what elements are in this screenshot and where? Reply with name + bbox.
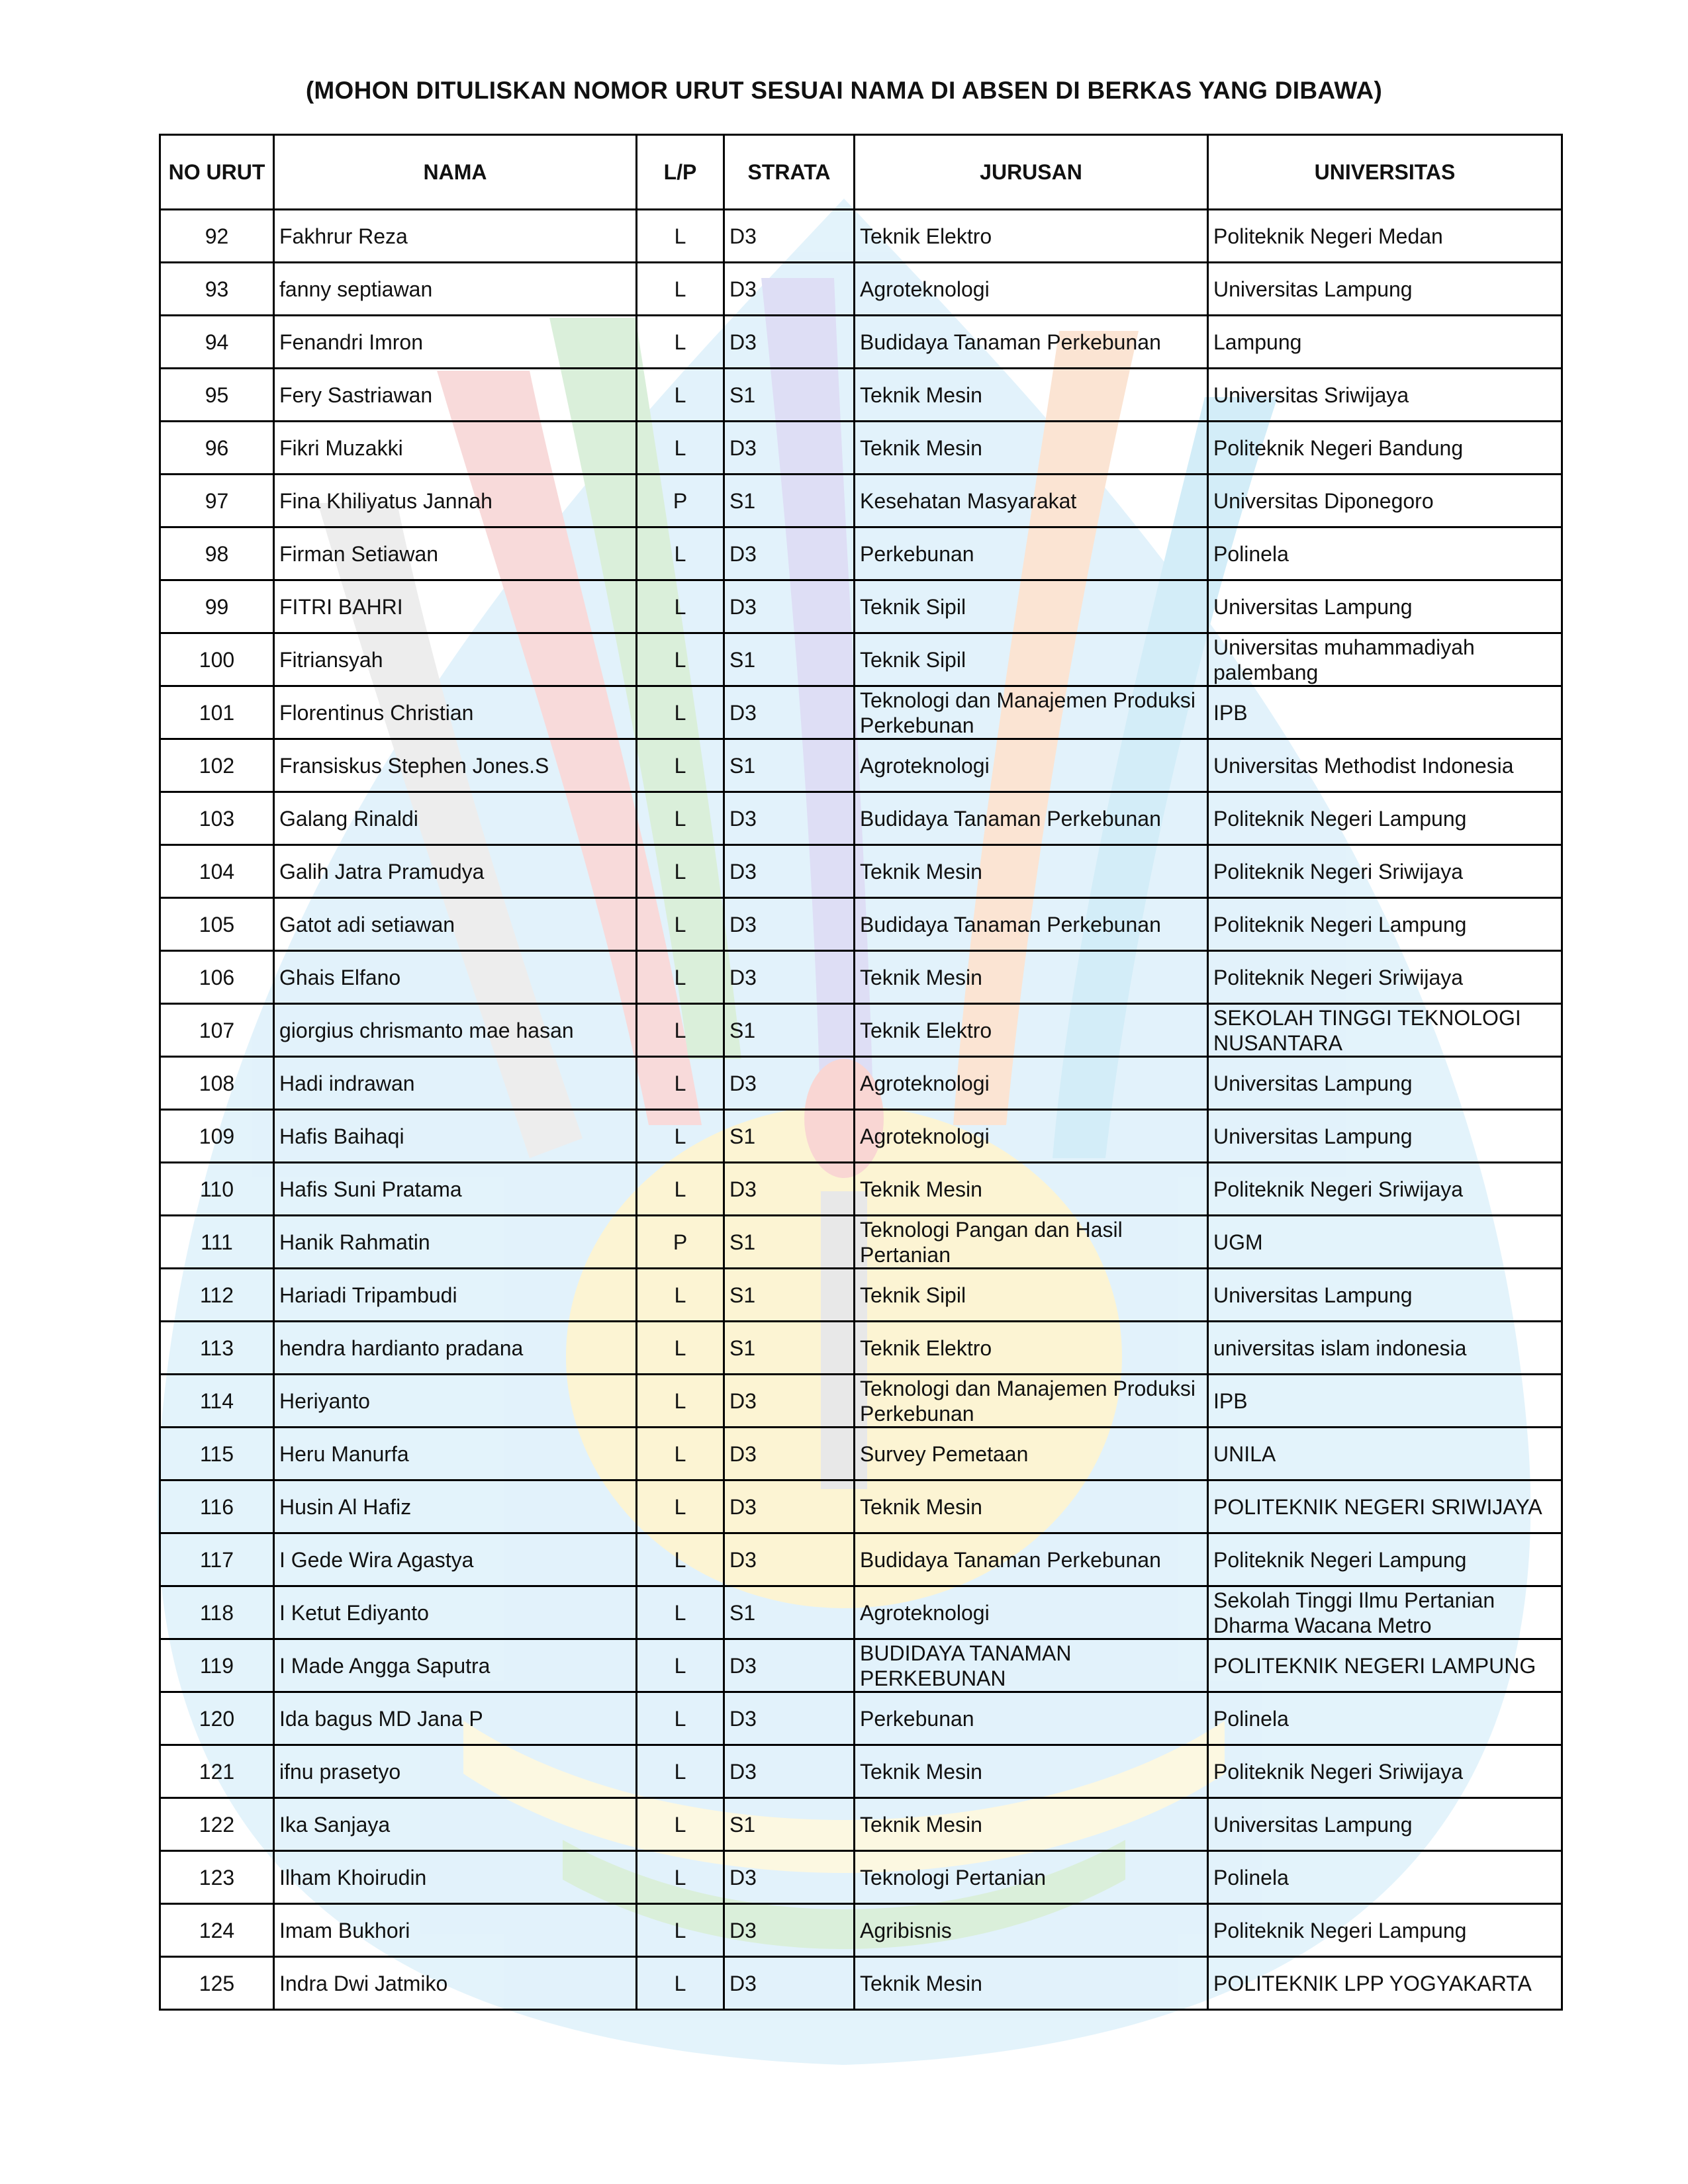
cell-strata: D3 [724, 792, 855, 845]
cell-lp: L [637, 951, 724, 1004]
cell-no-urut: 122 [160, 1798, 274, 1851]
cell-no-urut: 96 [160, 422, 274, 475]
cell-no-urut: 103 [160, 792, 274, 845]
cell-universitas: Universitas Lampung [1208, 1798, 1562, 1851]
table-row [160, 792, 1562, 845]
cell-universitas: Universitas Lampung [1208, 263, 1562, 316]
cell-lp: L [637, 1851, 724, 1904]
cell-no-urut: 125 [160, 1957, 274, 2010]
table-row [160, 1216, 1562, 1269]
cell-jurusan: Teknik Elektro [855, 1322, 1208, 1375]
cell-jurusan: Agroteknologi [855, 739, 1208, 792]
column-header-nama: NAMA [274, 135, 637, 210]
column-header-strata: STRATA [724, 135, 855, 210]
table-row [160, 845, 1562, 898]
table-row [160, 210, 1562, 263]
cell-no-urut: 113 [160, 1322, 274, 1375]
cell-no-urut: 123 [160, 1851, 274, 1904]
table-row [160, 686, 1562, 739]
table-row [160, 1163, 1562, 1216]
cell-no-urut: 99 [160, 580, 274, 633]
cell-nama: Heru Manurfa [274, 1428, 637, 1480]
column-header-no-urut: NO URUT [160, 135, 274, 210]
cell-universitas: Polinela [1208, 527, 1562, 580]
table-row [160, 898, 1562, 951]
cell-jurusan: Budidaya Tanaman Perkebunan [855, 316, 1208, 369]
cell-jurusan: Budidaya Tanaman Perkebunan [855, 898, 1208, 951]
cell-nama: Hadi indrawan [274, 1057, 637, 1110]
table-row [160, 951, 1562, 1004]
table-row [160, 1533, 1562, 1586]
cell-universitas: universitas islam indonesia [1208, 1322, 1562, 1375]
cell-strata: D3 [724, 422, 855, 475]
cell-lp: L [637, 633, 724, 686]
cell-lp: P [637, 475, 724, 527]
cell-strata: S1 [724, 739, 855, 792]
cell-universitas: Lampung [1208, 316, 1562, 369]
cell-jurusan: Teknologi dan Manajemen Produksi Perkebunan [855, 1375, 1208, 1428]
cell-universitas: IPB [1208, 686, 1562, 739]
table-row [160, 1269, 1562, 1322]
cell-strata: S1 [724, 1110, 855, 1163]
cell-no-urut: 98 [160, 527, 274, 580]
cell-jurusan: Teknik Mesin [855, 422, 1208, 475]
cell-universitas: Politeknik Negeri Lampung [1208, 792, 1562, 845]
table-row [160, 1375, 1562, 1428]
cell-strata: D3 [724, 686, 855, 739]
page-title: (MOHON DITULISKAN NOMOR URUT SESUAI NAMA DI ABSEN DI BERKAS YANG DIBAWA) [305, 77, 1383, 104]
cell-universitas: Universitas Sriwijaya [1208, 369, 1562, 422]
attendance-table [159, 134, 1563, 2011]
cell-jurusan: Perkebunan [855, 527, 1208, 580]
cell-nama: FITRI BAHRI [274, 580, 637, 633]
cell-nama: Fitriansyah [274, 633, 637, 686]
cell-lp: L [637, 686, 724, 739]
cell-universitas: Politeknik Negeri Bandung [1208, 422, 1562, 475]
cell-strata: D3 [724, 1745, 855, 1798]
cell-lp: L [637, 1639, 724, 1692]
cell-strata: S1 [724, 1798, 855, 1851]
table-row [160, 1586, 1562, 1639]
table-header-row [160, 135, 1562, 210]
column-header-lp: L/P [637, 135, 724, 210]
cell-universitas: POLITEKNIK LPP YOGYAKARTA [1208, 1957, 1562, 2010]
table-row [160, 369, 1562, 422]
cell-lp: L [637, 792, 724, 845]
cell-universitas: SEKOLAH TINGGI TEKNOLOGI NUSANTARA [1208, 1004, 1562, 1057]
table-row [160, 1057, 1562, 1110]
cell-lp: L [637, 316, 724, 369]
cell-jurusan: Survey Pemetaan [855, 1428, 1208, 1480]
cell-universitas: Sekolah Tinggi Ilmu Pertanian Dharma Wacana Metro [1208, 1586, 1562, 1639]
cell-no-urut: 121 [160, 1745, 274, 1798]
cell-no-urut: 94 [160, 316, 274, 369]
cell-no-urut: 92 [160, 210, 274, 263]
cell-no-urut: 101 [160, 686, 274, 739]
cell-universitas: Politeknik Negeri Sriwijaya [1208, 845, 1562, 898]
cell-universitas: Universitas muhammadiyah palembang [1208, 633, 1562, 686]
cell-jurusan: Teknik Sipil [855, 580, 1208, 633]
cell-universitas: POLITEKNIK NEGERI LAMPUNG [1208, 1639, 1562, 1692]
cell-universitas: Politeknik Negeri Sriwijaya [1208, 1163, 1562, 1216]
cell-lp: L [637, 1480, 724, 1533]
cell-no-urut: 109 [160, 1110, 274, 1163]
cell-jurusan: Agribisnis [855, 1904, 1208, 1957]
cell-strata: D3 [724, 1057, 855, 1110]
cell-lp: L [637, 422, 724, 475]
cell-universitas: UNILA [1208, 1428, 1562, 1480]
cell-nama: Hariadi Tripambudi [274, 1269, 637, 1322]
column-header-universitas: UNIVERSITAS [1208, 135, 1562, 210]
table-row [160, 1004, 1562, 1057]
cell-lp: L [637, 1375, 724, 1428]
cell-jurusan: Teknik Elektro [855, 210, 1208, 263]
table-row [160, 1904, 1562, 1957]
cell-universitas: Politeknik Negeri Lampung [1208, 1904, 1562, 1957]
cell-lp: P [637, 1216, 724, 1269]
cell-lp: L [637, 1163, 724, 1216]
cell-jurusan: BUDIDAYA TANAMAN PERKEBUNAN [855, 1639, 1208, 1692]
cell-nama: hendra hardianto pradana [274, 1322, 637, 1375]
cell-no-urut: 115 [160, 1428, 274, 1480]
cell-strata: S1 [724, 475, 855, 527]
table-row [160, 580, 1562, 633]
cell-nama: Hafis Suni Pratama [274, 1163, 637, 1216]
table-row [160, 1639, 1562, 1692]
cell-jurusan: Teknik Mesin [855, 1745, 1208, 1798]
cell-nama: Fenandri Imron [274, 316, 637, 369]
cell-no-urut: 110 [160, 1163, 274, 1216]
cell-jurusan: Teknik Elektro [855, 1004, 1208, 1057]
cell-nama: I Ketut Ediyanto [274, 1586, 637, 1639]
cell-strata: S1 [724, 1322, 855, 1375]
cell-strata: D3 [724, 1533, 855, 1586]
cell-jurusan: Teknologi Pangan dan Hasil Pertanian [855, 1216, 1208, 1269]
cell-strata: S1 [724, 1216, 855, 1269]
cell-nama: ifnu prasetyo [274, 1745, 637, 1798]
cell-no-urut: 112 [160, 1269, 274, 1322]
cell-strata: D3 [724, 1375, 855, 1428]
cell-lp: L [637, 739, 724, 792]
cell-universitas: Universitas Diponegoro [1208, 475, 1562, 527]
cell-nama: Ida bagus MD Jana P [274, 1692, 637, 1745]
cell-strata: D3 [724, 1480, 855, 1533]
cell-universitas: Universitas Lampung [1208, 580, 1562, 633]
table-row [160, 1957, 1562, 2010]
cell-lp: L [637, 210, 724, 263]
cell-jurusan: Teknik Mesin [855, 1798, 1208, 1851]
cell-jurusan: Budidaya Tanaman Perkebunan [855, 1533, 1208, 1586]
cell-universitas: IPB [1208, 1375, 1562, 1428]
cell-jurusan: Teknik Mesin [855, 1480, 1208, 1533]
table-row [160, 1428, 1562, 1480]
table-row [160, 739, 1562, 792]
cell-jurusan: Agroteknologi [855, 1586, 1208, 1639]
cell-nama: Fikri Muzakki [274, 422, 637, 475]
cell-nama: Hafis Baihaqi [274, 1110, 637, 1163]
cell-no-urut: 116 [160, 1480, 274, 1533]
cell-strata: D3 [724, 210, 855, 263]
cell-no-urut: 104 [160, 845, 274, 898]
table-row [160, 1322, 1562, 1375]
cell-lp: L [637, 1745, 724, 1798]
cell-universitas: Politeknik Negeri Lampung [1208, 1533, 1562, 1586]
cell-no-urut: 120 [160, 1692, 274, 1745]
cell-nama: I Gede Wira Agastya [274, 1533, 637, 1586]
cell-nama: Galih Jatra Pramudya [274, 845, 637, 898]
cell-strata: D3 [724, 1428, 855, 1480]
cell-universitas: POLITEKNIK NEGERI SRIWIJAYA [1208, 1480, 1562, 1533]
cell-jurusan: Agroteknologi [855, 1110, 1208, 1163]
cell-no-urut: 102 [160, 739, 274, 792]
cell-lp: L [637, 1428, 724, 1480]
cell-nama: Florentinus Christian [274, 686, 637, 739]
cell-nama: Ilham Khoirudin [274, 1851, 637, 1904]
cell-strata: D3 [724, 316, 855, 369]
cell-no-urut: 108 [160, 1057, 274, 1110]
cell-nama: Firman Setiawan [274, 527, 637, 580]
cell-nama: Fina Khiliyatus Jannah [274, 475, 637, 527]
cell-no-urut: 119 [160, 1639, 274, 1692]
cell-jurusan: Teknologi dan Manajemen Produksi Perkebunan [855, 686, 1208, 739]
cell-nama: Ika Sanjaya [274, 1798, 637, 1851]
cell-jurusan: Teknik Mesin [855, 951, 1208, 1004]
cell-nama: Husin Al Hafiz [274, 1480, 637, 1533]
cell-nama: Fransiskus Stephen Jones.S [274, 739, 637, 792]
cell-nama: Hanik Rahmatin [274, 1216, 637, 1269]
cell-no-urut: 117 [160, 1533, 274, 1586]
cell-strata: D3 [724, 1692, 855, 1745]
cell-lp: L [637, 1322, 724, 1375]
table-row [160, 263, 1562, 316]
cell-lp: L [637, 1533, 724, 1586]
cell-nama: fanny septiawan [274, 263, 637, 316]
table-row [160, 475, 1562, 527]
cell-lp: L [637, 845, 724, 898]
cell-strata: D3 [724, 1904, 855, 1957]
cell-nama: Fakhrur Reza [274, 210, 637, 263]
cell-strata: D3 [724, 527, 855, 580]
cell-lp: L [637, 1269, 724, 1322]
cell-jurusan: Teknik Mesin [855, 845, 1208, 898]
cell-jurusan: Teknik Mesin [855, 1163, 1208, 1216]
cell-strata: S1 [724, 633, 855, 686]
cell-lp: L [637, 1110, 724, 1163]
cell-jurusan: Perkebunan [855, 1692, 1208, 1745]
cell-jurusan: Teknik Mesin [855, 369, 1208, 422]
cell-lp: L [637, 1586, 724, 1639]
cell-no-urut: 97 [160, 475, 274, 527]
cell-strata: D3 [724, 1163, 855, 1216]
cell-universitas: UGM [1208, 1216, 1562, 1269]
table-row [160, 527, 1562, 580]
cell-lp: L [637, 1798, 724, 1851]
cell-nama: Fery Sastriawan [274, 369, 637, 422]
cell-strata: D3 [724, 263, 855, 316]
cell-strata: D3 [724, 845, 855, 898]
table-row [160, 1692, 1562, 1745]
cell-lp: L [637, 898, 724, 951]
cell-strata: S1 [724, 1269, 855, 1322]
table-body [160, 210, 1562, 2010]
cell-nama: Galang Rinaldi [274, 792, 637, 845]
cell-no-urut: 106 [160, 951, 274, 1004]
cell-jurusan: Budidaya Tanaman Perkebunan [855, 792, 1208, 845]
cell-universitas: Politeknik Negeri Sriwijaya [1208, 951, 1562, 1004]
cell-no-urut: 107 [160, 1004, 274, 1057]
cell-jurusan: Agroteknologi [855, 263, 1208, 316]
cell-strata: D3 [724, 951, 855, 1004]
cell-strata: D3 [724, 1851, 855, 1904]
cell-universitas: Politeknik Negeri Lampung [1208, 898, 1562, 951]
cell-nama: Heriyanto [274, 1375, 637, 1428]
cell-jurusan: Teknik Sipil [855, 633, 1208, 686]
cell-lp: L [637, 369, 724, 422]
cell-nama: Gatot adi setiawan [274, 898, 637, 951]
cell-strata: S1 [724, 369, 855, 422]
cell-nama: Indra Dwi Jatmiko [274, 1957, 637, 2010]
table-row [160, 316, 1562, 369]
cell-universitas: Politeknik Negeri Sriwijaya [1208, 1745, 1562, 1798]
cell-lp: L [637, 580, 724, 633]
cell-no-urut: 118 [160, 1586, 274, 1639]
cell-jurusan: Kesehatan Masyarakat [855, 475, 1208, 527]
cell-nama: giorgius chrismanto mae hasan [274, 1004, 637, 1057]
cell-jurusan: Agroteknologi [855, 1057, 1208, 1110]
cell-jurusan: Teknik Sipil [855, 1269, 1208, 1322]
cell-lp: L [637, 263, 724, 316]
table-row [160, 633, 1562, 686]
table-row [160, 1745, 1562, 1798]
cell-nama: Imam Bukhori [274, 1904, 637, 1957]
cell-lp: L [637, 1057, 724, 1110]
cell-strata: D3 [724, 1957, 855, 2010]
cell-no-urut: 114 [160, 1375, 274, 1428]
cell-no-urut: 93 [160, 263, 274, 316]
cell-no-urut: 111 [160, 1216, 274, 1269]
cell-universitas: Universitas Lampung [1208, 1110, 1562, 1163]
cell-lp: L [637, 1904, 724, 1957]
cell-no-urut: 124 [160, 1904, 274, 1957]
table-row [160, 422, 1562, 475]
column-header-jurusan: JURUSAN [855, 135, 1208, 210]
cell-lp: L [637, 527, 724, 580]
cell-universitas: Politeknik Negeri Medan [1208, 210, 1562, 263]
cell-universitas: Universitas Methodist Indonesia [1208, 739, 1562, 792]
table-row [160, 1851, 1562, 1904]
cell-nama: Ghais Elfano [274, 951, 637, 1004]
cell-lp: L [637, 1004, 724, 1057]
cell-no-urut: 95 [160, 369, 274, 422]
cell-jurusan: Teknologi Pertanian [855, 1851, 1208, 1904]
cell-universitas: Universitas Lampung [1208, 1057, 1562, 1110]
cell-no-urut: 100 [160, 633, 274, 686]
table-row [160, 1480, 1562, 1533]
cell-universitas: Universitas Lampung [1208, 1269, 1562, 1322]
table-row [160, 1110, 1562, 1163]
cell-strata: D3 [724, 1639, 855, 1692]
cell-strata: D3 [724, 898, 855, 951]
cell-lp: L [637, 1692, 724, 1745]
cell-strata: D3 [724, 580, 855, 633]
cell-strata: S1 [724, 1586, 855, 1639]
cell-universitas: Polinela [1208, 1692, 1562, 1745]
cell-jurusan: Teknik Mesin [855, 1957, 1208, 2010]
cell-lp: L [637, 1957, 724, 2010]
cell-strata: S1 [724, 1004, 855, 1057]
cell-nama: I Made Angga Saputra [274, 1639, 637, 1692]
cell-universitas: Polinela [1208, 1851, 1562, 1904]
table-row [160, 1798, 1562, 1851]
cell-no-urut: 105 [160, 898, 274, 951]
